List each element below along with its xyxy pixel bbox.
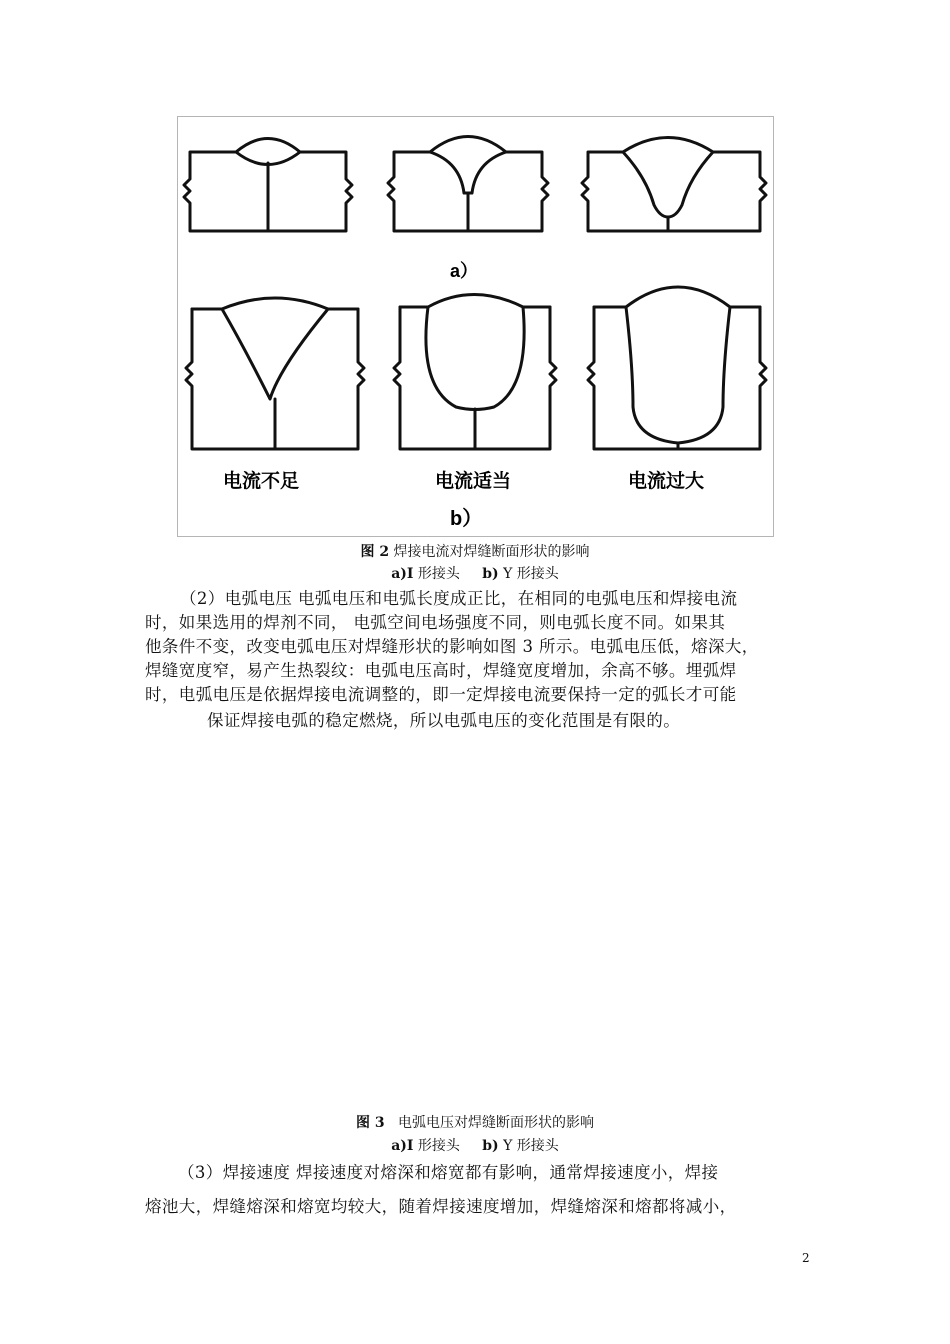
paragraph-line: 保证焊接电弧的稳定燃烧，所以电弧电压的变化范围是有限的。 <box>207 711 681 730</box>
figure-3-caption <box>0 1114 950 1132</box>
paragraph-line: （3）焊接速度 焊接速度对熔深和熔宽都有影响，通常焊接速度小，焊接 <box>178 1163 719 1182</box>
figure-2-weld-shapes <box>177 116 774 537</box>
sub-a-label: a)I <box>391 1138 414 1154</box>
figure-3-subcaption <box>0 1137 950 1155</box>
panel-label-appropriate: 电流适当 <box>435 470 512 492</box>
sub-a-text: 形接头 <box>417 566 460 582</box>
row-a-panel-2 <box>388 137 548 232</box>
figure-2-subcaption <box>0 565 950 583</box>
paragraph-line: 熔池大，焊缝熔深和熔宽均较大，随着焊接速度增加，焊缝熔深和熔都将减小， <box>145 1197 737 1216</box>
caption-text: 电弧电压对焊缝断面形状的影响 <box>397 1115 594 1131</box>
row-a-panel-1 <box>184 139 352 232</box>
row-b-label: b） <box>450 508 483 530</box>
row-a-panel-3 <box>582 138 766 232</box>
caption-text: 焊接电流对焊缝断面形状的影响 <box>393 544 590 560</box>
paragraph-line: 时，如果选用的焊剂不同， 电弧空间电场强度不同，则电弧长度不同。如果其 <box>145 613 726 632</box>
weld-cross-section-diagram <box>178 117 773 536</box>
figure-number: 图 3 <box>356 1115 385 1131</box>
page-number: 2 <box>802 1251 810 1265</box>
paragraph-line: 焊缝宽度窄，易产生热裂纹：电弧电压高时，焊缝宽度增加，余高不够。埋弧焊 <box>145 661 737 680</box>
sub-b-text: Y 形接头 <box>503 1138 559 1154</box>
panel-label-insufficient: 电流不足 <box>223 470 300 492</box>
row-b-panel-3 <box>588 287 766 449</box>
sub-a-text: 形接头 <box>417 1138 460 1154</box>
panel-label-excessive: 电流过大 <box>628 470 705 492</box>
paragraph-line: 他条件不变，改变电弧电压对焊缝形状的影响如图 3 所示。电弧电压低，熔深大， <box>145 637 759 656</box>
paragraph-line: 时，电弧电压是依据焊接电流调整的，即一定焊接电流要保持一定的弧长才可能 <box>145 685 737 704</box>
sub-b-label: b) <box>482 566 499 582</box>
row-b-panel-1 <box>186 298 364 449</box>
paragraph-line: （2）电弧电压 电弧电压和电弧长度成正比，在相同的电弧电压和焊接电流 <box>180 589 738 608</box>
sub-b-label: b) <box>482 1138 499 1154</box>
row-b-panel-2 <box>394 295 556 450</box>
sub-b-text: Y 形接头 <box>503 566 559 582</box>
row-a-label: a） <box>450 261 479 281</box>
figure-2-caption <box>0 543 950 561</box>
sub-a-label: a)I <box>391 566 414 582</box>
figure-number: 图 2 <box>360 544 390 560</box>
